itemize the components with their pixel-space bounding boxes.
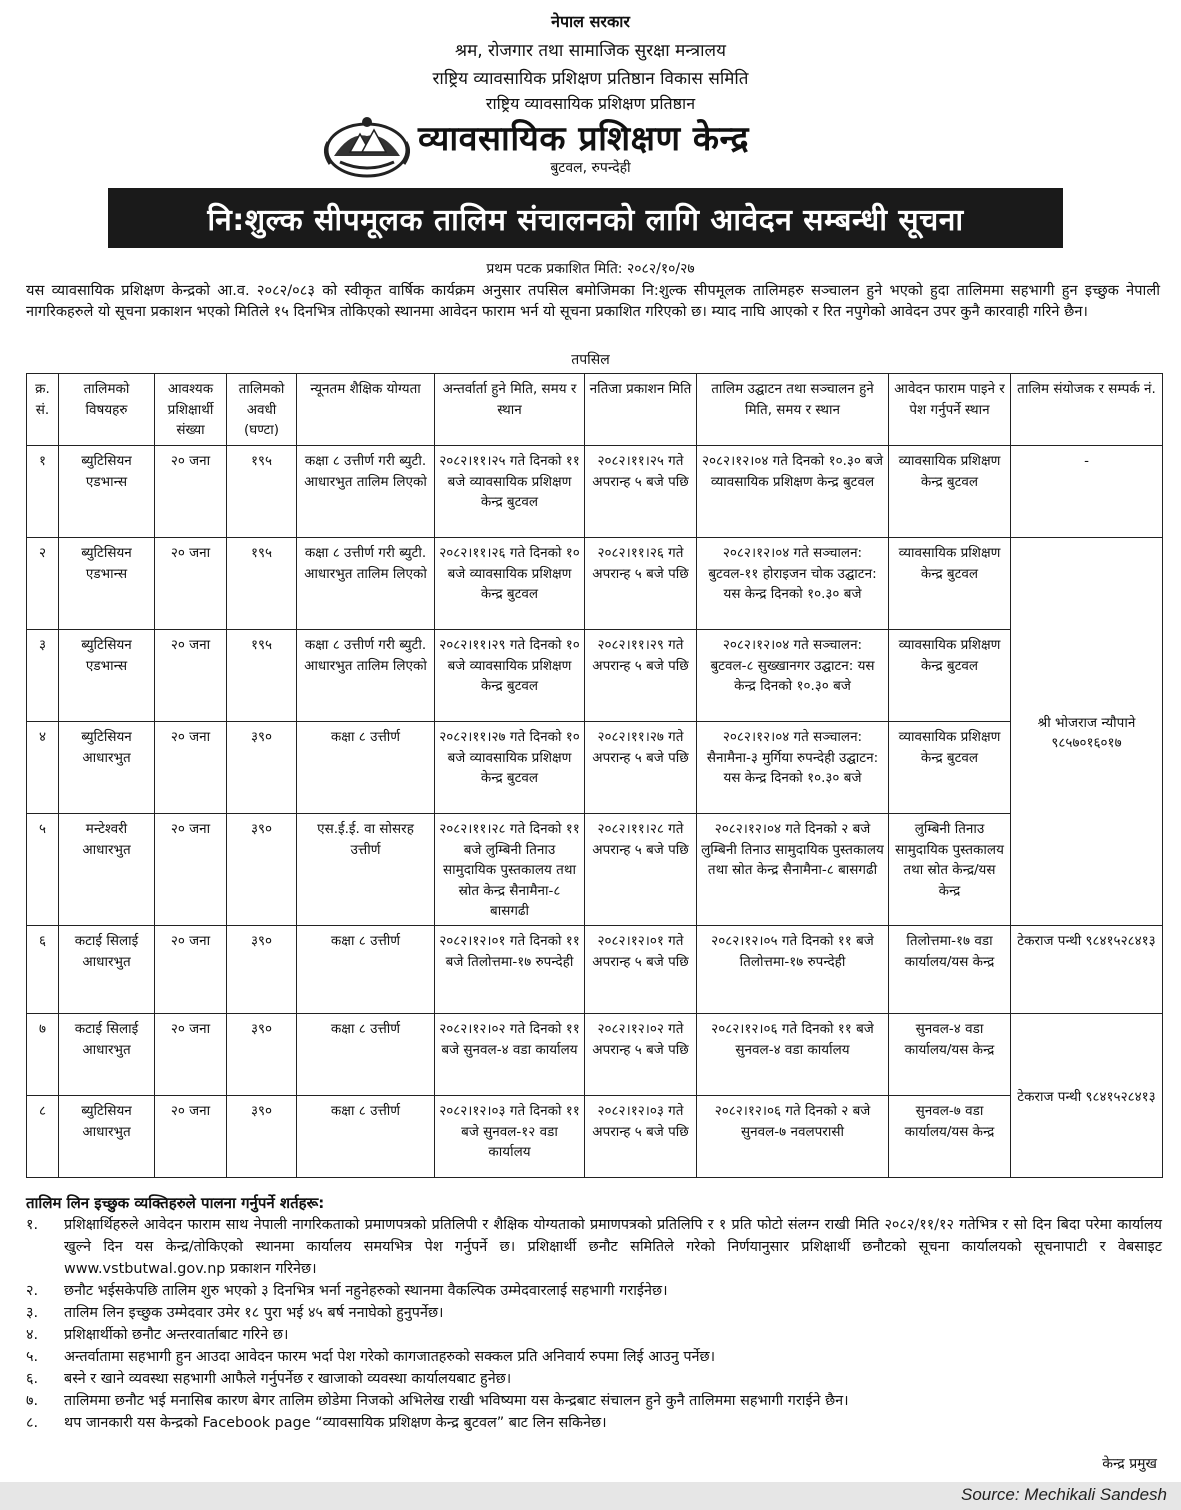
- committee-name: राष्ट्रिय व्यावसायिक प्रशिक्षण प्रतिष्ठान विकास समिति: [432, 69, 749, 89]
- item-text: अन्तर्वातामा सहभागी हुन आउदा आवेदन फारम भर्दा पेश गरेको कागजातहरुको सक्कल प्रति अनिवार्य रुपमा लिई आउनु पर्नेछ।: [64, 1349, 716, 1365]
- table-row: [27, 1096, 1163, 1178]
- cell-qualification: कक्षा ८ उत्तीर्ण: [297, 926, 435, 1014]
- cell-trainees: २० जना: [155, 446, 227, 538]
- item-text: तालिम लिन इच्छुक उम्मेदवार उमेर १८ पुरा भई ४५ बर्ष ननाघेको हुनुपर्नेछ।: [64, 1305, 444, 1321]
- cell-trainees: २० जना: [155, 722, 227, 814]
- published-date: प्रथम पटक प्रकाशित मिति: २०८२/१०/२७: [486, 261, 695, 277]
- cell-sn: ८: [27, 1096, 59, 1178]
- cell-coordinator: टेकराज पन्थी ९८४१५२८४१३: [1011, 926, 1163, 1014]
- cell-qualification: एस.ई.ई. वा सोसरह उत्तीर्ण: [297, 814, 435, 926]
- cell-application-place: व्यावसायिक प्रशिक्षण केन्द्र बुटवल: [889, 538, 1011, 630]
- col-header-coordinator: तालिम संयोजक र सम्पर्क नं.: [1011, 374, 1163, 446]
- cell-coordinator: -: [1011, 446, 1163, 538]
- cell-duration: ३९०: [227, 1096, 297, 1178]
- col-header-interview: अन्तर्वार्ता हुने मिति, समय र स्थान: [435, 374, 585, 446]
- cell-duration: १९५: [227, 446, 297, 538]
- cell-sn: ७: [27, 1014, 59, 1096]
- list-item: [26, 1368, 1162, 1390]
- center-address: बुटवल, रुपन्देही: [550, 160, 631, 176]
- cell-trainees: २० जना: [155, 926, 227, 1014]
- cell-interview: २०८२।११।२५ गते दिनको ११ बजे व्यावसायिक प्रशिक्षण केन्द्र बुटवल: [435, 446, 585, 538]
- cell-qualification: कक्षा ८ उत्तीर्ण: [297, 1014, 435, 1096]
- cell-application-place: तिलोत्तमा-१७ वडा कार्यालय/यस केन्द्र: [889, 926, 1011, 1014]
- item-number: ६.: [26, 1371, 39, 1387]
- table-row: [27, 722, 1163, 814]
- cell-inauguration: २०८२।१२।०४ गते दिनको १०.३० बजे व्यावसायिक प्रशिक्षण केन्द्र बुटवल: [697, 446, 889, 538]
- cell-application-place: व्यावसायिक प्रशिक्षण केन्द्र बुटवल: [889, 630, 1011, 722]
- cell-sn: २: [27, 538, 59, 630]
- table-row: [27, 446, 1163, 538]
- cell-result: २०८२।१२।०२ गते अपरान्ह ५ बजे पछि: [585, 1014, 697, 1096]
- cell-interview: २०८२।११।२६ गते दिनको १० बजे व्यावसायिक प्रशिक्षण केन्द्र बुटवल: [435, 538, 585, 630]
- cell-application-place: लुम्बिनी तिनाउ सामुदायिक पुस्तकालय तथा स्रोत केन्द्र/यस केन्द्र: [889, 814, 1011, 926]
- item-text: तालिममा छनौट भई मनासिब कारण बेगर तालिम छोडेमा निजको अभिलेख राखी भविष्यमा यस केन्द्रबाट संचालन हुने कुनै तालिममा सहभागी गराईने छैन।: [64, 1393, 849, 1409]
- training-schedule-table: [26, 373, 1163, 1178]
- cell-result: २०८२।११।२८ गते अपरान्ह ५ बजे पछि: [585, 814, 697, 926]
- signature-title: केन्द्र प्रमुख: [1102, 1456, 1157, 1472]
- cell-result: २०८२।११।२६ गते अपरान्ह ५ बजे पछि: [585, 538, 697, 630]
- cell-trainees: २० जना: [155, 814, 227, 926]
- cell-subject: ब्युटिसियन एडभान्स: [59, 538, 155, 630]
- list-item: [26, 1390, 1162, 1412]
- cell-application-place: व्यावसायिक प्रशिक्षण केन्द्र बुटवल: [889, 446, 1011, 538]
- cell-inauguration: २०८२।१२।०४ गते दिनको २ बजे लुम्बिनी तिनाउ सामुदायिक पुस्तकालय तथा स्रोत केन्द्र सैनामैना-८ बासगढी: [697, 814, 889, 926]
- cell-inauguration: २०८२।१२।०५ गते दिनको ११ बजे तिलोत्तमा-१७ रुपन्देही: [697, 926, 889, 1014]
- item-text: थप जानकारी यस केन्द्रको Facebook page “व्यावसायिक प्रशिक्षण केन्द्र बुटवल” बाट लिन सकिनेछ।: [64, 1415, 607, 1431]
- list-item: [26, 1302, 1162, 1324]
- col-header-application-place: आवेदन फाराम पाइने र पेश गर्नुपर्ने स्थान: [889, 374, 1011, 446]
- cell-interview: २०८२।११।२९ गते दिनको १० बजे व्यावसायिक प्रशिक्षण केन्द्र बुटवल: [435, 630, 585, 722]
- cell-inauguration: २०८२।१२।०४ गते सञ्चालन: सैनामैना-३ मुर्गिया रुपन्देही उद्घाटन: यस केन्द्र दिनको १०.३० बजे: [697, 722, 889, 814]
- item-number: ८.: [26, 1415, 39, 1431]
- cell-sn: ५: [27, 814, 59, 926]
- list-item: [26, 1412, 1162, 1434]
- cell-duration: १९५: [227, 630, 297, 722]
- cell-qualification: कक्षा ८ उत्तीर्ण गरी ब्युटी. आधारभुत तालिम लिएको: [297, 538, 435, 630]
- cell-subject: ब्युटिसियन एडभान्स: [59, 630, 155, 722]
- cell-trainees: २० जना: [155, 1014, 227, 1096]
- cell-application-place: सुनवल-४ वडा कार्यालय/यस केन्द्र: [889, 1014, 1011, 1096]
- cell-inauguration: २०८२।१२।०४ गते सञ्चालन: बुटवल-११ होराइजन चोक उद्घाटन: यस केन्द्र दिनको १०.३० बजे: [697, 538, 889, 630]
- col-header-inauguration: तालिम उद्घाटन तथा सञ्चालन हुने मिति, समय र स्थान: [697, 374, 889, 446]
- col-header-result: नतिजा प्रकाशन मिति: [585, 374, 697, 446]
- col-header-subject: तालिमको विषयहरु: [59, 374, 155, 446]
- table-row: [27, 926, 1163, 1014]
- cell-subject: ब्युटिसियन आधारभुत: [59, 722, 155, 814]
- cell-inauguration: २०८२।१२।०४ गते सञ्चालन: बुटवल-८ सुख्खानगर उद्घाटन: यस केन्द्र दिनको १०.३० बजे: [697, 630, 889, 722]
- col-header-trainees: आवश्यक प्रशिक्षार्थी संख्या: [155, 374, 227, 446]
- cell-qualification: कक्षा ८ उत्तीर्ण: [297, 722, 435, 814]
- cell-inauguration: २०८२।१२।०६ गते दिनको ११ बजे सुनवल-४ वडा कार्यालय: [697, 1014, 889, 1096]
- item-text: बस्ने र खाने व्यवस्था सहभागी आफैले गर्नुपर्नेछ र खाजाको व्यवस्था कार्यालयबाट हुनेछ।: [64, 1371, 512, 1387]
- table-header-row: [27, 374, 1163, 446]
- conditions-title: तालिम लिन इच्छुक व्यक्तिहरुले पालना गर्नुपर्ने शर्तहरू:: [26, 1194, 325, 1212]
- list-item: [26, 1280, 1162, 1302]
- item-number: ७.: [26, 1393, 39, 1409]
- cell-sn: ४: [27, 722, 59, 814]
- cell-result: २०८२।११।२९ गते अपरान्ह ५ बजे पछि: [585, 630, 697, 722]
- schedule-label: तपसिल: [571, 352, 610, 368]
- cell-interview: २०८२।१२।०१ गते दिनको ११ बजे तिलोत्तमा-१७ रुपन्देही: [435, 926, 585, 1014]
- cell-interview: २०८२।१२।०३ गते दिनको ११ बजे सुनवल-१२ वडा कार्यालय: [435, 1096, 585, 1178]
- list-item: [26, 1324, 1162, 1346]
- cell-result: २०८२।११।२७ गते अपरान्ह ५ बजे पछि: [585, 722, 697, 814]
- academy-name: राष्ट्रिय व्यावसायिक प्रशिक्षण प्रतिष्ठान: [485, 94, 696, 113]
- cell-interview: २०८२।१२।०२ गते दिनको ११ बजे सुनवल-४ वडा कार्यालय: [435, 1014, 585, 1096]
- cell-inauguration: २०८२।१२।०६ गते दिनको २ बजे सुनवल-७ नवलपरासी: [697, 1096, 889, 1178]
- cell-subject: कटाई सिलाई आधारभुत: [59, 1014, 155, 1096]
- col-header-duration: तालिमको अवधी (घण्टा): [227, 374, 297, 446]
- notice-title-banner: नि:शुल्क सीपमूलक तालिम संचालनको लागि आवेदन सम्बन्धी सूचना: [108, 188, 1063, 248]
- cell-application-place: व्यावसायिक प्रशिक्षण केन्द्र बुटवल: [889, 722, 1011, 814]
- cell-duration: १९५: [227, 538, 297, 630]
- cell-qualification: कक्षा ८ उत्तीर्ण गरी ब्युटी. आधारभुत तालिम लिएको: [297, 446, 435, 538]
- item-number: ४.: [26, 1327, 39, 1343]
- table-row: [27, 538, 1163, 630]
- cell-interview: २०८२।११।२७ गते दिनको १० बजे व्यावसायिक प्रशिक्षण केन्द्र बुटवल: [435, 722, 585, 814]
- cell-trainees: २० जना: [155, 538, 227, 630]
- intro-paragraph: यस व्यावसायिक प्रशिक्षण केन्द्रको आ.व. २०८२/०८३ को स्वीकृत वार्षिक कार्यक्रम अनुसार तपसिल बमोजिमका नि:शुल्क सीपमूलक तालिमहरु सञ्चालन हुने भएको हुदा तालिममा सहभागी हुन इच्छुक नेपाली नागरिकहरुले यो सूचना प्रकाशन भएको मितिले १५ दिनभित्र तोकिएको स्थानमा आवेदन फाराम भर्न यो सूचना प्रकाशित गरिएको छ। म्याद नाघि आएको र रित नपुगेको आवेदन उपर कुनै कारवाही गरिने छैन।: [26, 282, 1160, 320]
- table-row: [27, 1014, 1163, 1096]
- cell-result: २०८२।१२।०३ गते अपरान्ह ५ बजे पछि: [585, 1096, 697, 1178]
- list-item: [26, 1346, 1162, 1368]
- item-number: ३.: [26, 1305, 39, 1321]
- cell-sn: ६: [27, 926, 59, 1014]
- cell-duration: ३९०: [227, 814, 297, 926]
- item-number: १.: [26, 1217, 39, 1233]
- cell-result: २०८२।११।२५ गते अपरान्ह ५ बजे पछि: [585, 446, 697, 538]
- col-header-sn: क्र. सं.: [27, 374, 59, 446]
- cell-qualification: कक्षा ८ उत्तीर्ण: [297, 1096, 435, 1178]
- center-name: व्यावसायिक प्रशिक्षण केन्द्र: [418, 119, 750, 159]
- cell-duration: ३९०: [227, 1014, 297, 1096]
- cell-coordinator-merged: टेकराज पन्थी ९८४१५२८४१३: [1011, 1014, 1163, 1178]
- cell-sn: ३: [27, 630, 59, 722]
- cell-trainees: २० जना: [155, 1096, 227, 1178]
- table-row: [27, 814, 1163, 926]
- item-text: प्रशिक्षार्थिहरुले आवेदन फाराम साथ नेपाली नागरिकताको प्रमाणपत्रको प्रतिलिपी र शैक्षिक योग्यताको प्रमाणपत्रको प्रतिलिपि र १ प्रति फोटो संलग्न राखी मिति २०८२/११/१२ गतेभित्र र सो दिन बिदा परेमा कार्यालय खुल्ने दिन यस केन्द्र/तोकिएको स्थानमा कार्यालय समयभित्र पेश गर्नुपर्ने छ। प्रशिक्षार्थी छनौट समितिले गरेको निर्णयानुसार प्रशिक्षार्थी छनौटको सूचना कार्यालयको सूचनापाटी र वेबसाइट www.vstbutwal.gov.np प्रकाशन गरिनेछ।: [64, 1217, 1162, 1277]
- table-row: [27, 630, 1163, 722]
- cell-subject: ब्युटिसियन आधारभुत: [59, 1096, 155, 1178]
- cell-subject: मन्टेश्वरी आधारभुत: [59, 814, 155, 926]
- cell-trainees: २० जना: [155, 630, 227, 722]
- item-text: छनौट भईसकेपछि तालिम शुरु भएको ३ दिनभित्र भर्ना नहुनेहरुको स्थानमा वैकल्पिक उम्मेदवारलाई सहभागी गराईनेछ।: [64, 1283, 668, 1299]
- cell-interview: २०८२।११।२८ गते दिनको ११ बजे लुम्बिनी तिनाउ सामुदायिक पुस्तकालय तथा स्रोत केन्द्र सैनामैना-८ बासगढी: [435, 814, 585, 926]
- source-credit: Source: Mechikali Sandesh: [960, 1485, 1167, 1504]
- cell-qualification: कक्षा ८ उत्तीर्ण गरी ब्युटी. आधारभुत तालिम लिएको: [297, 630, 435, 722]
- cell-subject: कटाई सिलाई आधारभुत: [59, 926, 155, 1014]
- item-text: प्रशिक्षार्थीको छनौट अन्तरवार्ताबाट गरिने छ।: [64, 1327, 289, 1343]
- col-header-qualification: न्यूनतम शैक्षिक योग्यता: [297, 374, 435, 446]
- conditions-list: [26, 1214, 1162, 1434]
- cell-application-place: सुनवल-७ वडा कार्यालय/यस केन्द्र: [889, 1096, 1011, 1178]
- item-number: २.: [26, 1283, 39, 1299]
- cell-duration: ३९०: [227, 722, 297, 814]
- cell-result: २०८२।१२।०१ गते अपरान्ह ५ बजे पछि: [585, 926, 697, 1014]
- government-name: नेपाल सरकार: [551, 12, 630, 31]
- ministry-name: श्रम, रोजगार तथा सामाजिक सुरक्षा मन्त्रालय: [455, 41, 726, 61]
- cell-duration: ३९०: [227, 926, 297, 1014]
- item-number: ५.: [26, 1349, 39, 1365]
- cell-sn: १: [27, 446, 59, 538]
- cell-coordinator-merged: श्री भोजराज न्यौपाने ९८५७०१६०१७: [1011, 538, 1163, 926]
- list-item: [26, 1214, 1162, 1280]
- cell-subject: ब्युटिसियन एडभान्स: [59, 446, 155, 538]
